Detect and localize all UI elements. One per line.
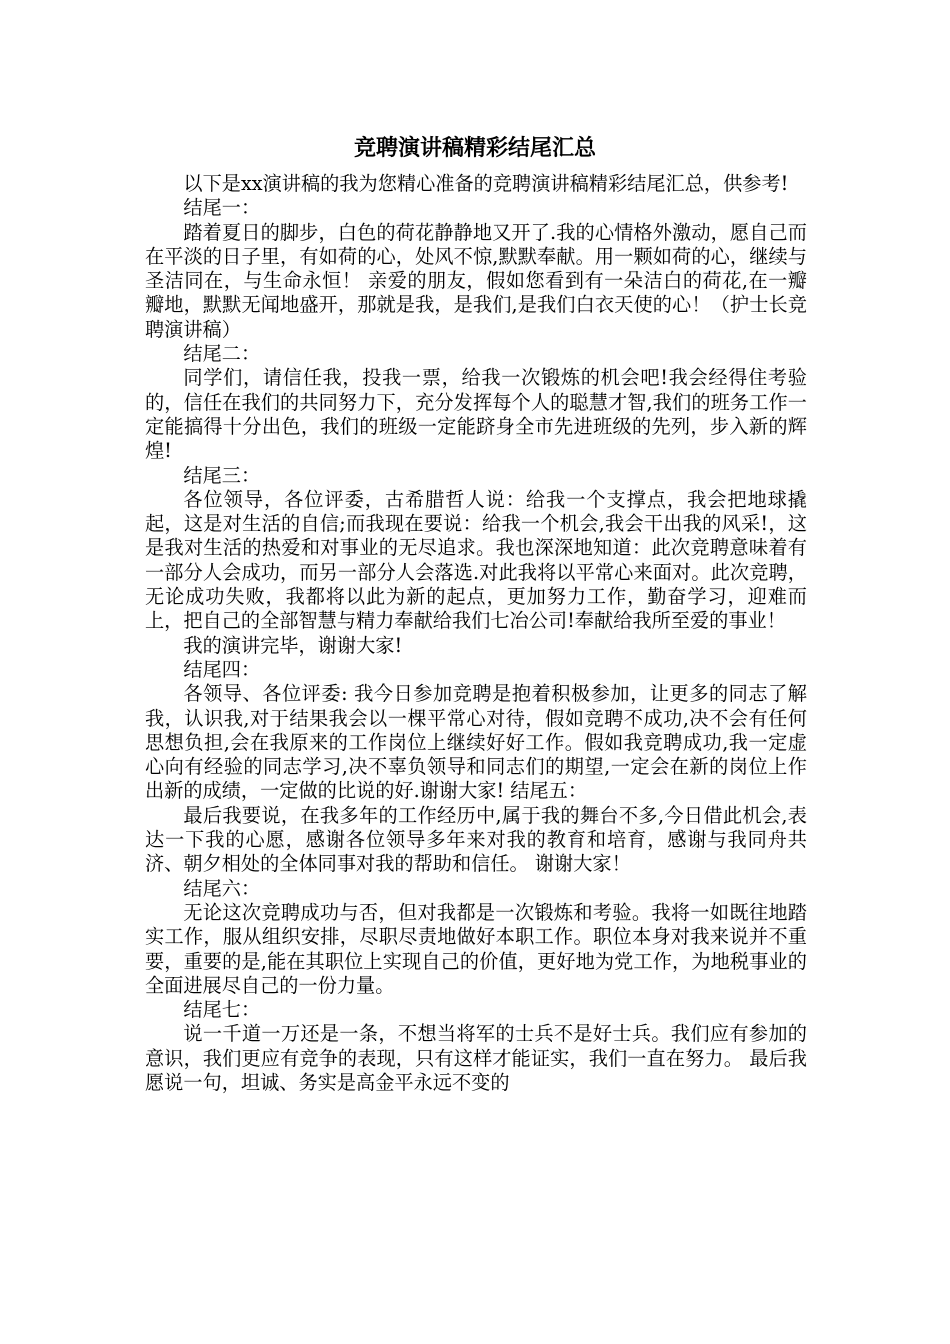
section-heading-2: 结尾二： <box>183 342 261 366</box>
section-paragraph-2: 同学们，请信任我，投我一票，给我一次锻炼的机会吧!我会经得住考验的，信任在我们的共同努力下，充分发挥每个人的聪慧才智,我们的班务工作一定能搞得十分出色，我们的班级一定能跻身全市先进班级的先列，步入新的辉煌! <box>145 366 807 463</box>
section-heading-6: 结尾六： <box>183 876 261 900</box>
section-paragraph-1: 踏着夏日的脚步，白色的荷花静静地又开了.我的心情格外激动，愿自己而在平淡的日子里，有如荷的心，处风不惊,默默奉献。用一颗如荷的心，继续与圣洁同在，与生命永恒！ 亲爱的朋友，假如您看到有一朵洁白的荷花,在一瓣瓣地，默默无闻地盛开，那就是我，是我们,是我们白衣天使的心！（护士长竞聘演讲稿） <box>145 220 807 341</box>
section-paragraph-3: 各位领导，各位评委，古希腊哲人说：给我一个支撑点，我会把地球撬起，这是对生活的自信;而我现在要说：给我一个机会,我会干出我的风采!，这是我对生活的热爱和对事业的无尽追求。我也深深地知道：此次竞聘意味着有一部分人会成功，而另一部分人会落选.对此我将以平常心来面对。此次竞聘，无论成功失败，我都将以此为新的起点，更加努力工作，勤奋学习，迎难而上，把自己的全部智慧与精力奉献给我们七冶公司!奉献给我所至爱的事业！ <box>145 487 807 633</box>
section-heading-7: 结尾七： <box>183 998 261 1022</box>
document-body <box>145 172 807 1095</box>
section-paragraph-4: 各领导、各位评委: 我今日参加竞聘是抱着积极参加，让更多的同志了解我，认识我,对于结果我会以一棵平常心对待，假如竞聘不成功,决不会有任何思想负担,会在我原来的工作岗位上继续好好工作。假如我竞聘成功,我一定虚心向有经验的同志学习,决不辜负领导和同志们的期望,一定会在新的岗位上作出新的成绩，一定做的比说的好.谢谢大家! 结尾五： <box>145 682 807 803</box>
intro-paragraph: 以下是xx演讲稿的我为您精心准备的竞聘演讲稿精彩结尾汇总，供参考! <box>183 172 789 195</box>
section-heading-3: 结尾三： <box>183 463 261 487</box>
section-paragraph-7: 说一千道一万还是一条，不想当将军的士兵不是好士兵。我们应有参加的意识，我们更应有竞争的表现，只有这样才能证实，我们一直在努力。 最后我愿说一句，坦诚、务实是高金平永远不变的 <box>145 1022 807 1094</box>
section-paragraph-3-closing: 我的演讲完毕，谢谢大家! <box>183 633 403 657</box>
document-title: 竞聘演讲稿精彩结尾汇总 <box>353 136 596 161</box>
section-paragraph-5: 最后我要说，在我多年的工作经历中,属于我的舞台不多,今日借此机会,表达一下我的心愿，感谢各位领导多年来对我的教育和培育，感谢与我同舟共济、朝夕相处的全体同事对我的帮助和信任。 谢谢大家！ <box>145 803 807 876</box>
section-heading-4: 结尾四： <box>183 657 261 681</box>
section-heading-1: 结尾一： <box>183 196 261 220</box>
section-paragraph-6: 无论这次竞聘成功与否，但对我都是一次锻炼和考验。我将一如既往地踏实工作，服从组织安排，尽职尽责地做好本职工作。职位本身对我来说并不重要，重要的是,能在其职位上实现自己的价值，更好地为党工作，为地税事业的全面进展尽自己的一份力量。 <box>145 900 807 997</box>
